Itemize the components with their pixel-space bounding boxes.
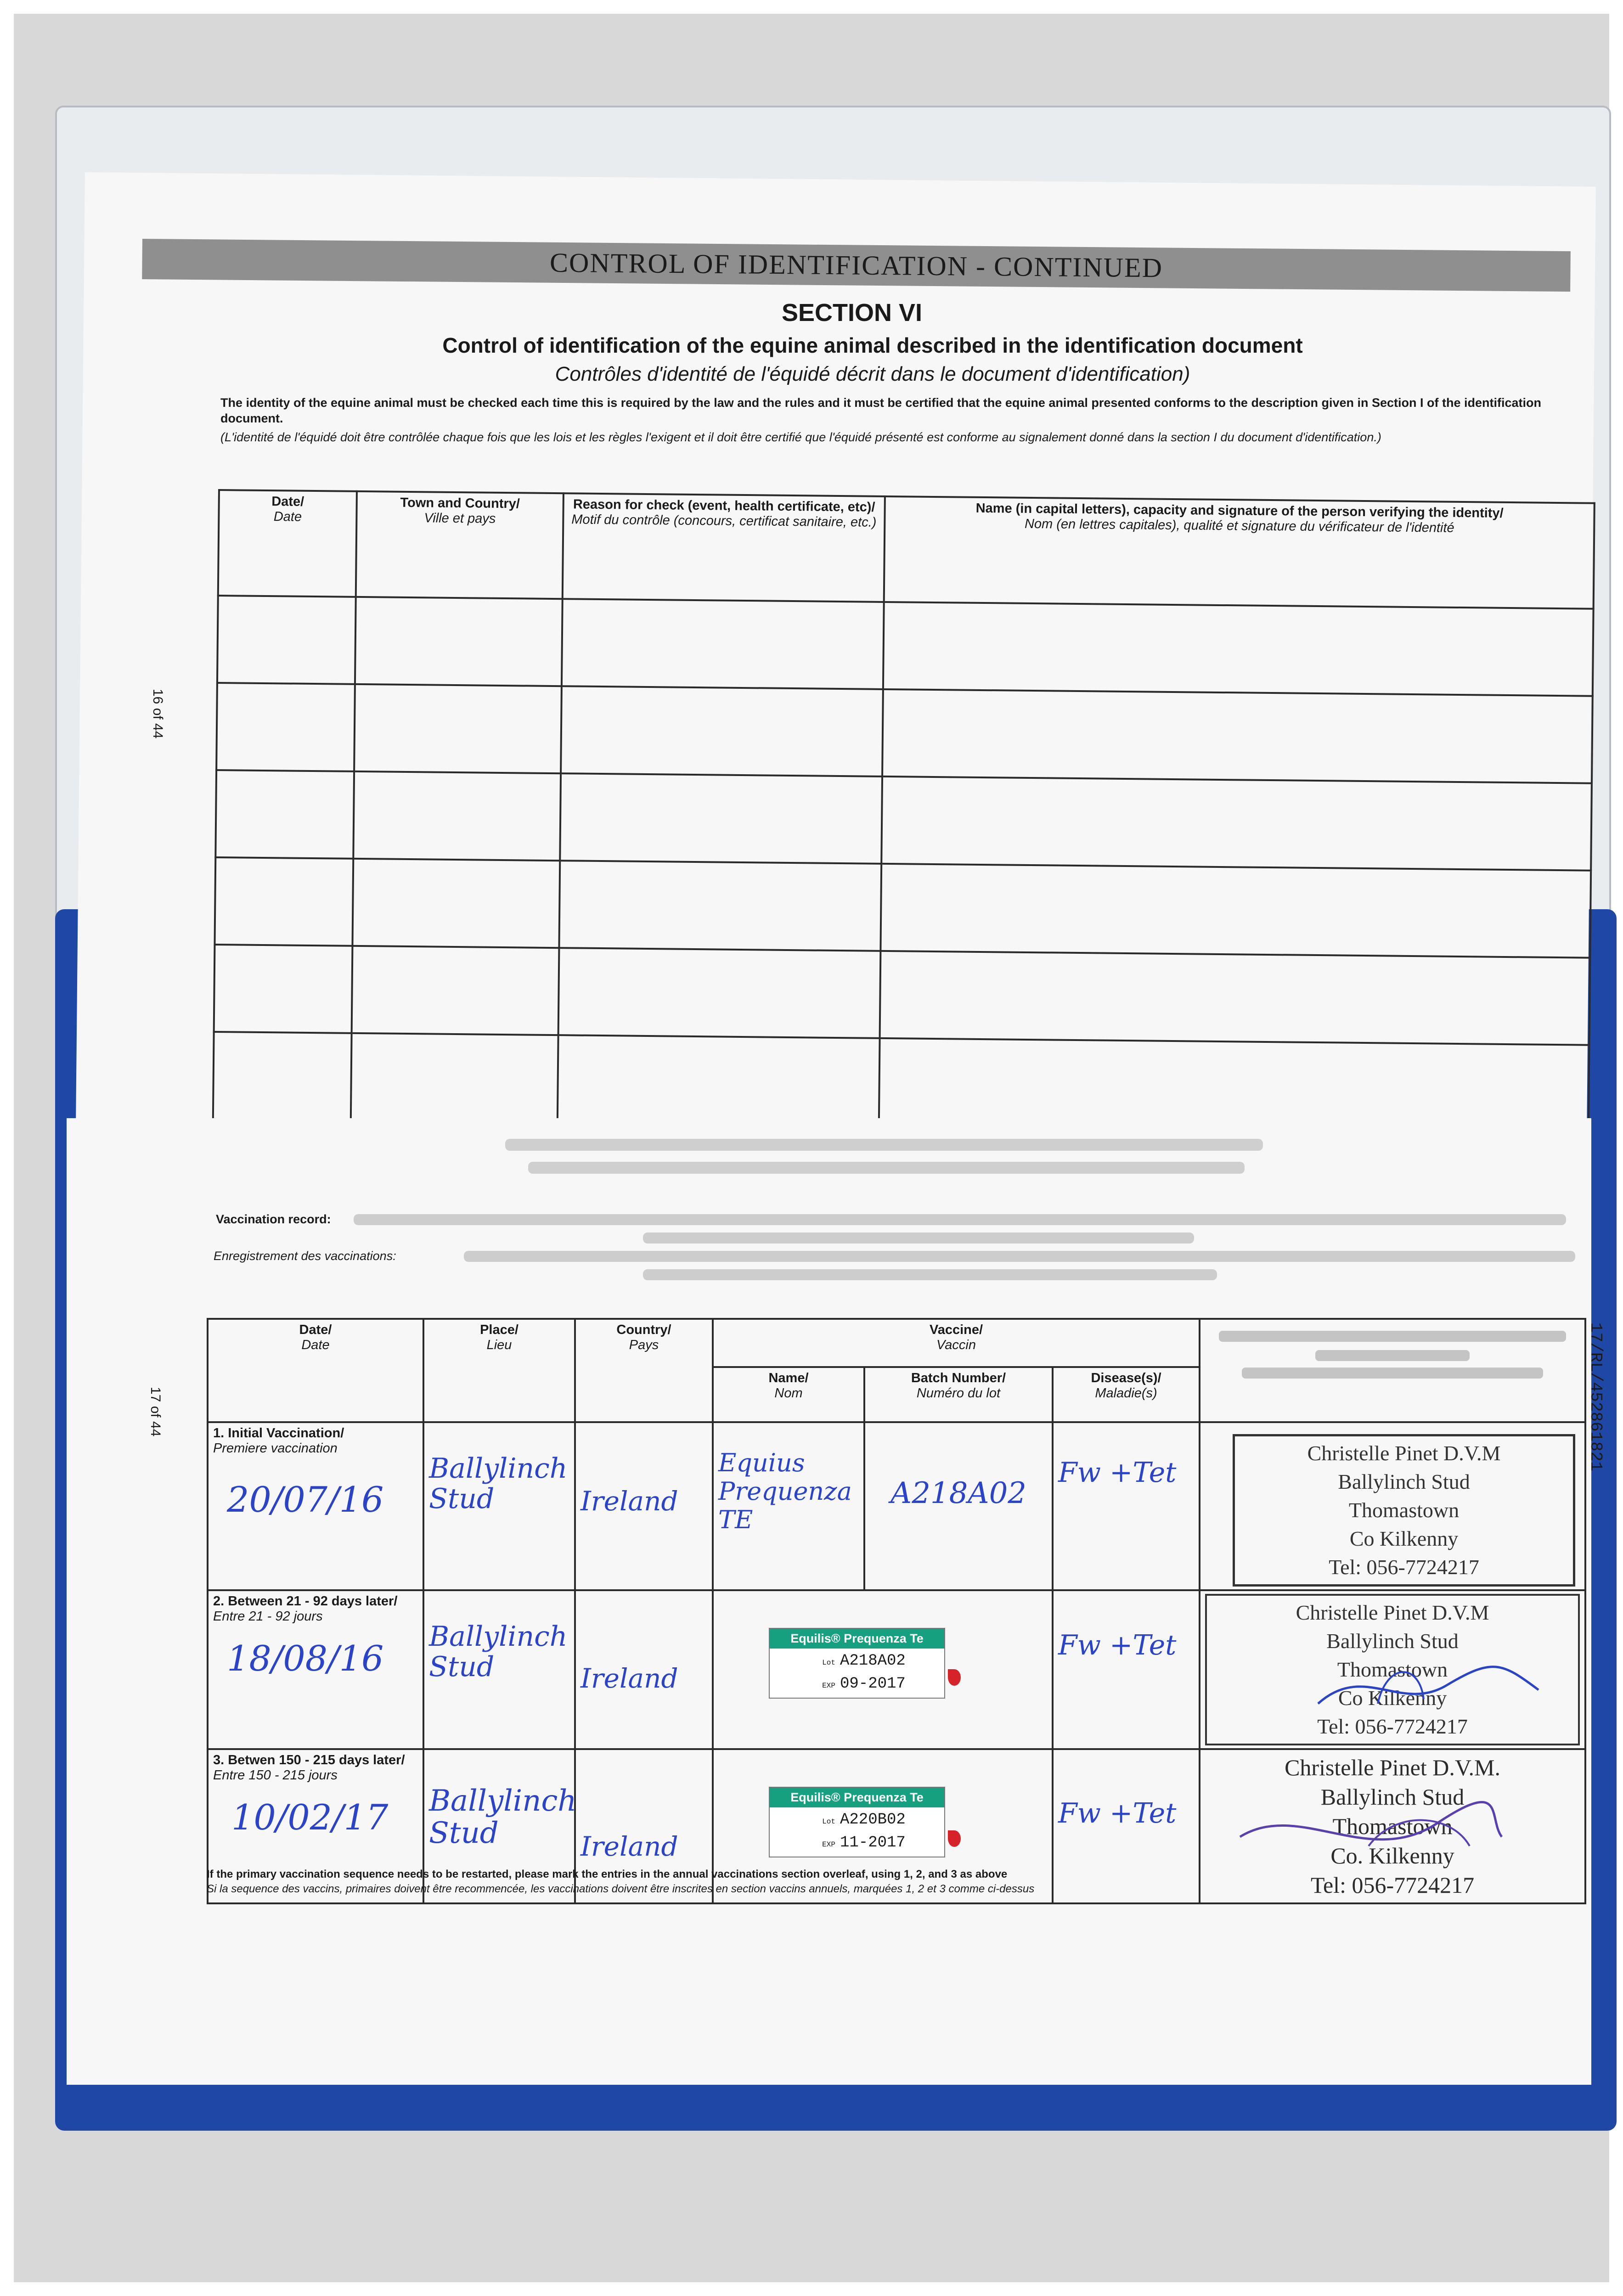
col-verifier: Name (in capital letters), capacity and signature of the person verifying the identity/ Nom (en lettres capitales), qualité et signature du vérificateur de l'identité	[884, 496, 1595, 609]
vaccine-batch-sticker: Equilis® Prequenza Te Lot A218A02 EXP 09-2017	[769, 1628, 945, 1699]
col-country: Country/ Pays	[575, 1319, 713, 1422]
page-number-17: 17 of 44	[148, 1387, 163, 1437]
section-heading: SECTION VI	[781, 299, 923, 326]
vaccination-row	[208, 1422, 1585, 1590]
page-number-16: 16 of 44	[150, 689, 165, 739]
row-label-cell: 3. Betwen 150 - 215 days later/ Entre 150 - 215 jours 10/02/17	[208, 1749, 423, 1903]
vaccination-date: 10/02/17	[231, 1797, 389, 1838]
title-english: Control of identification of the equine animal described in the identification document	[442, 333, 1303, 357]
country-cell: Ireland	[575, 1749, 713, 1903]
vaccination-date: 20/07/16	[227, 1479, 384, 1520]
disease-cell: Fw +Tet	[1053, 1422, 1200, 1590]
col-practice-stamp	[1200, 1319, 1585, 1422]
identity-check-table	[212, 489, 1595, 1133]
vet-signature	[1231, 1782, 1506, 1874]
col-batch-number: Batch Number/ Numéro du lot	[864, 1367, 1053, 1422]
vet-stamp: Christelle Pinet D.V.M Ballylinch Stud Thomastown Co Kilkenny Tel: 056-7724217	[1233, 1434, 1575, 1587]
col-vaccine: Vaccine/ Vaccin	[713, 1319, 1200, 1367]
section-banner: CONTROL OF IDENTIFICATION - CONTINUED	[142, 239, 1571, 292]
row-label-cell: 1. Initial Vaccination/ Premiere vaccination 20/07/16	[208, 1422, 423, 1590]
vaccine-batch-sticker: Equilis® Prequenza Te Lot A220B02 EXP 11-2017	[769, 1787, 945, 1857]
red-mark-icon	[948, 1669, 961, 1686]
col-town-country: Town and Country/ Ville et pays	[356, 491, 564, 599]
table-row	[213, 1032, 1589, 1132]
table-row	[216, 683, 1593, 783]
vet-stamp: Christelle Pinet D.V.M. Ballylinch Stud Thomastown Co. Kilkenny Tel: 056-7724217	[1285, 1755, 1500, 1898]
footnote-french: Si la sequence des vaccins, primaires doivent être recommencée, les vaccinations doivent être inscrites en section vaccins annuels, marquées 1, 2 et 3 comme ci-dessus	[207, 1883, 1035, 1895]
col-vaccine-name: Name/ Nom	[713, 1367, 864, 1422]
table-row	[214, 945, 1590, 1045]
col-reason: Reason for check (event, health certificate, etc)/ Motif du contrôle (concours, certificat sanitaire, etc.)	[563, 493, 885, 602]
blurred-text-line	[505, 1139, 1263, 1151]
place-cell: Ballylinch Stud	[423, 1422, 575, 1590]
vaccination-record-label-fr: Enregistrement des vaccinations:	[214, 1249, 396, 1263]
col-place: Place/ Lieu	[423, 1319, 575, 1422]
practice-stamp-cell	[1200, 1422, 1585, 1590]
disease-cell: Fw +Tet	[1053, 1590, 1200, 1749]
vaccine-sticker-cell	[713, 1590, 1053, 1749]
table-row	[215, 770, 1592, 871]
table-row	[217, 596, 1594, 696]
country-cell: Ireland	[575, 1422, 713, 1590]
blurred-text-line	[354, 1214, 1566, 1225]
table-row	[214, 857, 1591, 958]
blurred-text-line	[464, 1251, 1575, 1262]
blurred-text-line	[528, 1162, 1245, 1174]
vet-stamp: Christelle Pinet D.V.M Ballylinch Stud Thomastown Co Kilkenny Tel: 056-7724217	[1205, 1594, 1580, 1745]
disease-cell: Fw +Tet	[1053, 1749, 1200, 1903]
table-header-row	[218, 490, 1595, 609]
vaccination-date: 18/08/16	[227, 1638, 384, 1679]
col-date: Date/ Date	[208, 1319, 423, 1422]
blurred-text-line	[643, 1232, 1194, 1244]
title-french: Contrôles d'identité de l'équidé décrit dans le document d'identification)	[555, 363, 1190, 385]
intro-french: (L'identité de l'équidé doit être contrôlée chaque fois que les lois et les règles l'exigent et il doit être certifié que l'équidé présenté est conforme au signalement donné dans la section I du document d'identification.)	[220, 430, 1381, 444]
vaccine-name-cell: Equius Prequenza TE	[713, 1422, 864, 1590]
vet-signature	[1309, 1635, 1548, 1727]
col-date: Date/ Date	[218, 490, 357, 597]
vaccine-header-row	[208, 1319, 1585, 1367]
place-cell: Ballylinch Stud	[423, 1749, 575, 1903]
col-disease: Disease(s)/ Maladie(s)	[1053, 1367, 1200, 1422]
blurred-text-line	[643, 1269, 1217, 1280]
place-cell: Ballylinch Stud	[423, 1590, 575, 1749]
row-label-cell: 2. Between 21 - 92 days later/ Entre 21 - 92 jours 18/08/16	[208, 1590, 423, 1749]
footnote-english: If the primary vaccination sequence needs to be restarted, please mark the entries in the annual vaccinations section overleaf, using 1, 2, and 3 as above	[207, 1868, 1008, 1880]
country-cell: Ireland	[575, 1590, 713, 1749]
vaccination-record-label: Vaccination record:	[216, 1212, 331, 1226]
batch-cell: A218A02	[864, 1422, 1053, 1590]
red-mark-icon	[948, 1830, 961, 1847]
side-reference-code: 17/RL/452861821	[1586, 1322, 1605, 1472]
intro-english: The identity of the equine animal must be checked each time this is required by the law and the rules and it must be certified that the equine animal presented conforms to the description given in Section I of the identification document.	[220, 396, 1542, 425]
